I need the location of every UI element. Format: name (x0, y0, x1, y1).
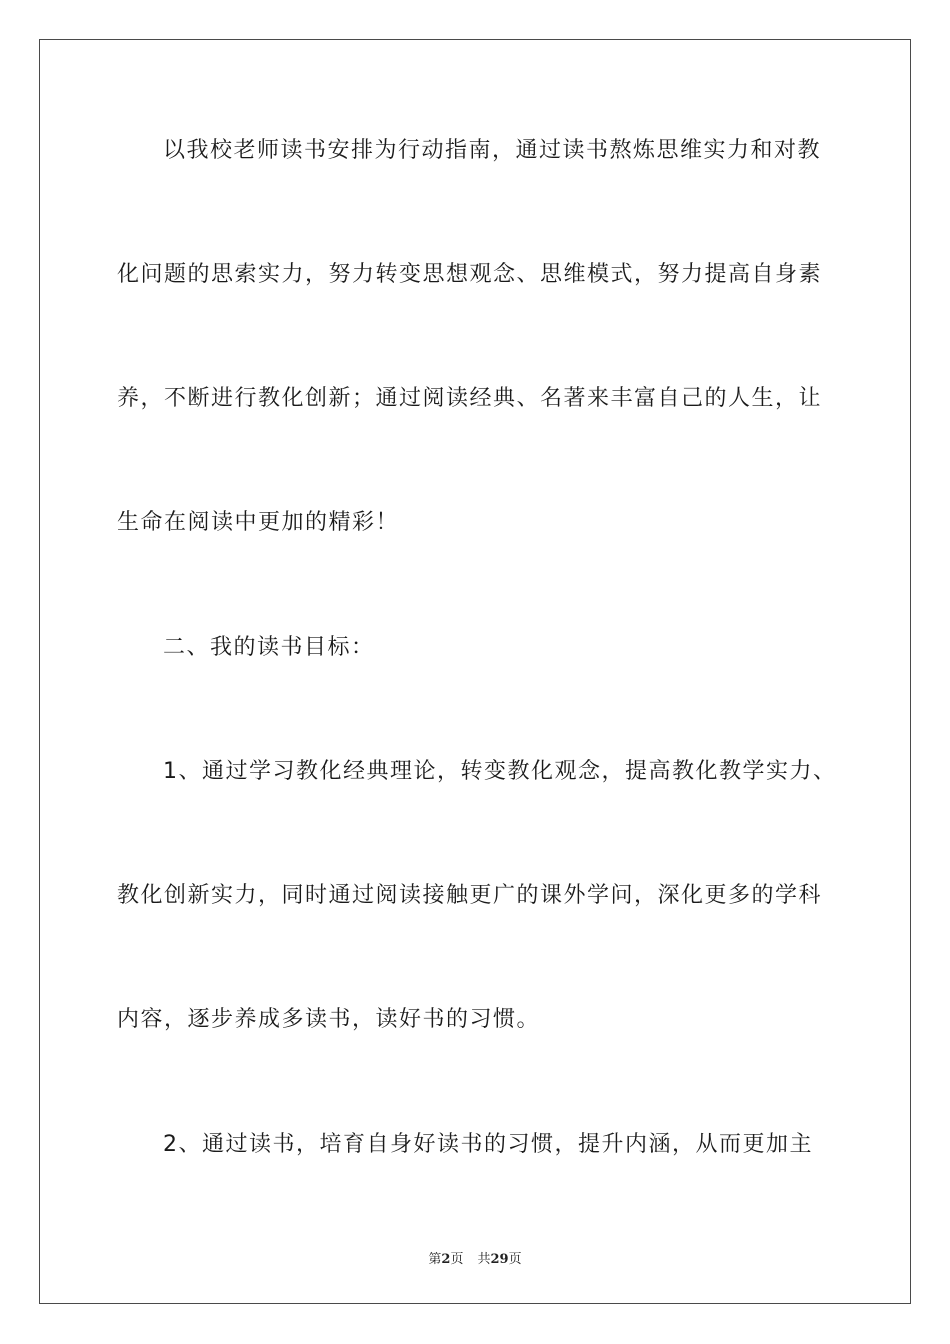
paragraph-line: 2、通过读书，培育自身好读书的习惯，提升内涵，从而更加主 (163, 1132, 813, 1157)
paragraph-line: 以我校老师读书安排为行动指南，通过读书熬炼思维实力和对教 (163, 138, 822, 163)
paragraph-line: 内容，逐步养成多读书，读好书的习惯。 (117, 1007, 541, 1032)
page-number: 2 (441, 1252, 451, 1267)
total-pages: 29 (490, 1252, 509, 1267)
paragraph-line: 生命在阅读中更加的精彩！ (117, 510, 400, 535)
section-heading: 二、我的读书目标： (163, 635, 375, 660)
paragraph-line: 1、通过学习教化经典理论，转变教化观念，提高教化教学实力、 (163, 759, 837, 784)
total-suffix: 页 (508, 1252, 522, 1267)
page-border (39, 39, 911, 1304)
page-prefix: 第 (428, 1252, 442, 1267)
paragraph-line: 养，不断进行教化创新；通过阅读经典、名著来丰富自己的人生，让 (117, 386, 823, 411)
page-footer (0, 1248, 950, 1267)
page-suffix: 页 (450, 1252, 464, 1267)
total-prefix: 共 (477, 1252, 491, 1267)
paragraph-line: 教化创新实力，同时通过阅读接触更广的课外学问，深化更多的学科 (117, 883, 823, 908)
paragraph-line: 化问题的思索实力，努力转变思想观念、思维模式，努力提高自身素 (117, 262, 823, 287)
